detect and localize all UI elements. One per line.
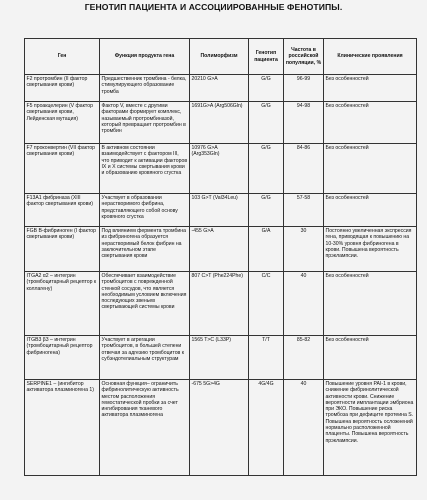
cell-function: Основная функция– ограничить фибринолитическую активность местом расположения гемостатической пробки за счет ингибирования тканевого активатора плазминогена <box>100 380 190 476</box>
cell-polymorphism: -675 5G>4G <box>190 380 249 476</box>
genotype-table <box>24 38 417 476</box>
cell-genotype: 4G/4G <box>249 380 284 476</box>
cell-gene: F5 проакцелерин (V фактор свертывания крови, Лейденская мутация) <box>25 102 100 144</box>
cell-clinical: Повышение уровня PAI-1 в крови, снижение фибринолитической активности крови. Снижение вероятности имплантации эмбриона при ЭКО. Повышение риска тромбоза при дефиците протеина S. Повышена вероятность осложнений нормально расположенной плаценты. Повышена вероятность прэклампсии. <box>324 380 417 476</box>
cell-clinical: Постоянно увеличенная экспрессия гена, приводящая к повышению на 10-30% уровня фибриногена в крови. Повышена вероятность прэклампсии. <box>324 227 417 272</box>
header-clinical: Клинические проявления <box>324 39 417 75</box>
cell-frequency: 57-58 <box>284 194 324 227</box>
cell-frequency: 85-82 <box>284 336 324 380</box>
cell-polymorphism: 1691G>A (Arg506Gln) <box>190 102 249 144</box>
cell-gene: F13A1 фибриназа (XIII фактор свертывания крови) <box>25 194 100 227</box>
cell-clinical: Без особенностей <box>324 336 417 380</box>
header-gene: Ген <box>25 39 100 75</box>
cell-gene: FGB B-фибриноген (I фактор свертывания крови) <box>25 227 100 272</box>
cell-frequency: 84-86 <box>284 144 324 194</box>
cell-clinical: Без особенностей <box>324 144 417 194</box>
header-frequency: Частота в российской популяции, % <box>284 39 324 75</box>
page-title: ГЕНОТИП ПАЦИЕНТА И АССОЦИИРОВАННЫЕ ФЕНОТИПЫ. <box>84 2 343 12</box>
cell-polymorphism: 10976 G>A (Arg353Gln) <box>190 144 249 194</box>
cell-genotype: T/T <box>249 336 284 380</box>
cell-frequency: 40 <box>284 272 324 336</box>
table-row <box>25 227 417 272</box>
header-function: Функция продукта гена <box>100 39 190 75</box>
cell-genotype: G/G <box>249 144 284 194</box>
cell-genotype: C/C <box>249 272 284 336</box>
cell-frequency: 94-98 <box>284 102 324 144</box>
cell-clinical: Без особенностей <box>324 194 417 227</box>
cell-function: Под влиянием фермента тромбина из фибриногена образуется нерастворимый белок фибрин на заключительном этапе свертывания крови <box>100 227 190 272</box>
cell-genotype: G/G <box>249 102 284 144</box>
cell-function: В активном состоянии взаимодействует с фактором III, что приводит к активации факторов IX и X системы свертывания крови и образованию кровяного сгустка <box>100 144 190 194</box>
cell-polymorphism: -455 G>A <box>190 227 249 272</box>
table-header-row <box>25 39 417 75</box>
cell-gene: F2 протромбин (II фактор свертывания крови) <box>25 75 100 102</box>
cell-polymorphism: 20210 G>A <box>190 75 249 102</box>
cell-gene: SERPINE1 – (ингибитор активатора плазминогена 1) <box>25 380 100 476</box>
header-polymorphism: Полиморфизм <box>190 39 249 75</box>
table-row <box>25 380 417 476</box>
cell-polymorphism: 103 G>T (Val34Leu) <box>190 194 249 227</box>
cell-genotype: G/G <box>249 194 284 227</box>
header-genotype: Генотип пациента <box>249 39 284 75</box>
cell-genotype: G/A <box>249 227 284 272</box>
cell-function: Фактор V, вместе с другими факторами формирует комплекс, называемый протромбиназой, который превращает протромбин в тромбин <box>100 102 190 144</box>
table-row <box>25 272 417 336</box>
cell-clinical: Без особенностей <box>324 75 417 102</box>
cell-frequency: 40 <box>284 380 324 476</box>
cell-clinical: Без особенностей <box>324 272 417 336</box>
cell-gene: ITGA2 α2 – интегрин (тромбоцитарный рецептор к коллагену) <box>25 272 100 336</box>
cell-polymorphism: 1565 T>C (L33P) <box>190 336 249 380</box>
table-row <box>25 194 417 227</box>
cell-gene: F7 проконвертин (VII фактор свертывания крови) <box>25 144 100 194</box>
cell-gene: ITGB3 β3 – интегрин (тромбоцитарный рецептор фибриногена) <box>25 336 100 380</box>
cell-function: Предшественник тромбина - белка, стимулирующего образование тромба <box>100 75 190 102</box>
table-row <box>25 75 417 102</box>
cell-function: Участвует в агрегации тромбоцитов, в большей степени отвечая за адгезию тромбоцитов к субэндотелиальным структурам <box>100 336 190 380</box>
table-row <box>25 102 417 144</box>
cell-genotype: G/G <box>249 75 284 102</box>
table-row <box>25 144 417 194</box>
cell-function: Участвует в образовании нерастворимого фибрина, представляющего собой основу кровяного сгустка <box>100 194 190 227</box>
table-row <box>25 336 417 380</box>
cell-clinical: Без особенностей <box>324 102 417 144</box>
cell-polymorphism: 807 C>T (Phe224Phe) <box>190 272 249 336</box>
cell-frequency: 30 <box>284 227 324 272</box>
cell-function: Обеспечивает взаимодействие тромбоцитов с поврежденной стенкой сосудов, что является необходимым условием включения последующих звеньев свертывающей системы крови <box>100 272 190 336</box>
cell-frequency: 96-99 <box>284 75 324 102</box>
